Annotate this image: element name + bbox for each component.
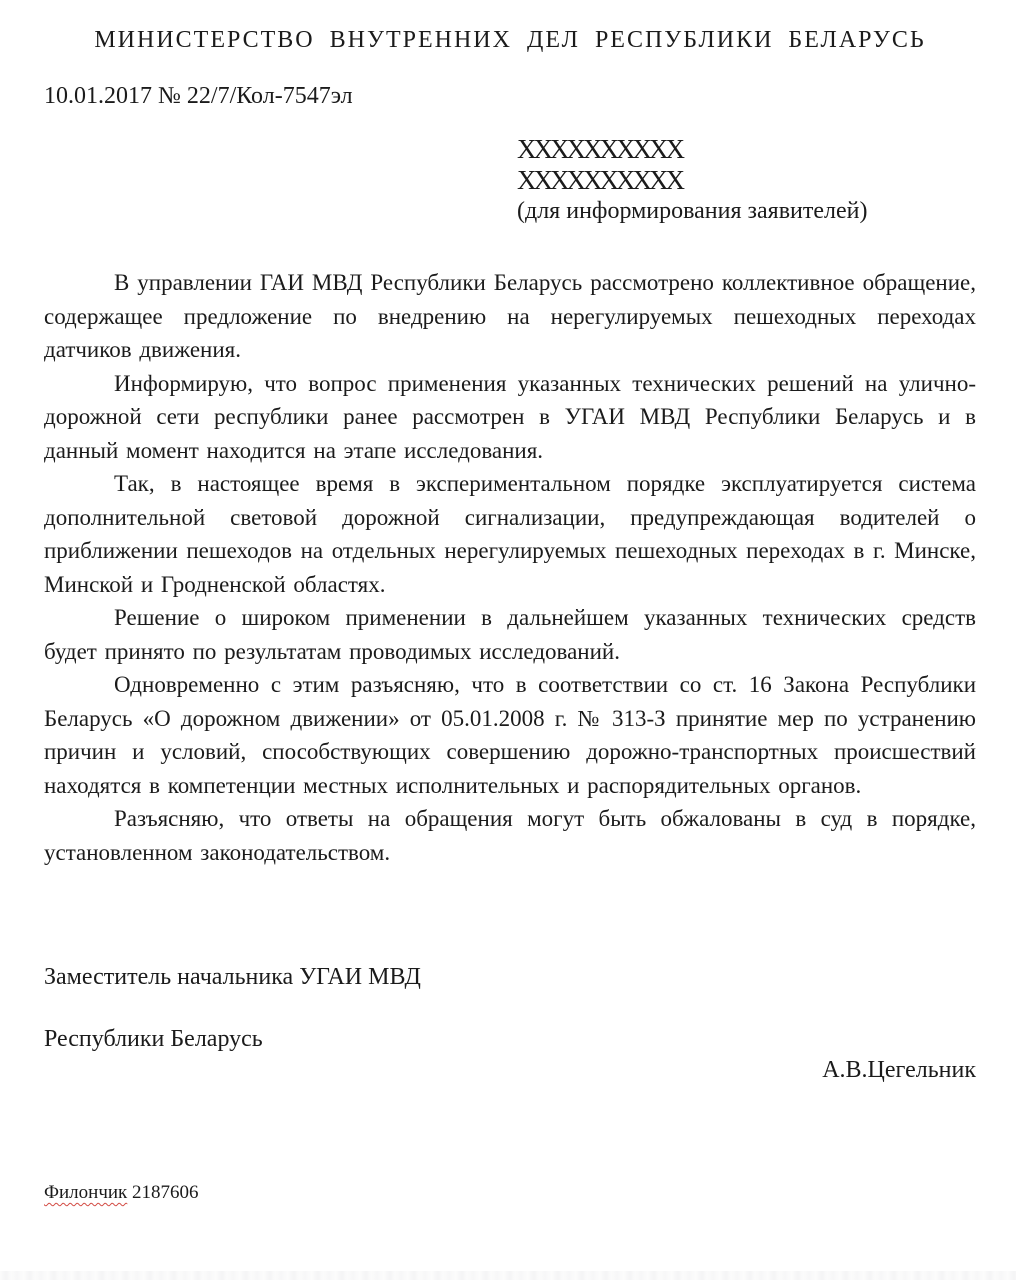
signature-block	[44, 931, 976, 1086]
addressee-note: (для информирования заявителей)	[517, 198, 868, 224]
scan-noise-strip	[0, 1271, 1016, 1280]
signer-position-line-2: Республики Беларусь	[44, 1026, 263, 1052]
addressee-block	[517, 134, 976, 226]
body-paragraph: Информирую, что вопрос применения указанных технических решений на улично-дорожной сети республики ранее рассмотрен в УГАИ МВД Республики Беларусь и в данный момент находится на этапе исследования.	[44, 370, 976, 463]
executor-name: Филончик	[44, 1182, 128, 1203]
reference-number-line: 10.01.2017 № 22/7/Кол-7547эл	[44, 83, 353, 109]
letter-body	[44, 266, 976, 869]
signer-position	[44, 931, 421, 1086]
body-paragraph: Решение о широком применении в дальнейшем указанных технических средств будет принято по результатам проводимых исследований.	[44, 605, 976, 664]
addressee-masked-line-2: ХХХХХХХХХХ	[517, 165, 682, 195]
signer-position-line-1: Заместитель начальника УГАИ МВД	[44, 964, 421, 990]
body-paragraph: В управлении ГАИ МВД Республики Беларусь рассмотрено коллективное обращение, содержащее предложение по внедрению на нерегулируемых пешеходных переходах датчиков движения.	[44, 270, 976, 362]
signer-name: А.В.Цегельник	[822, 1057, 976, 1083]
addressee-masked-line-1: ХХХХХХХХХХ	[517, 134, 682, 164]
document-header-title: МИНИСТЕРСТВО ВНУТРЕННИХ ДЕЛ РЕСПУБЛИКИ БЕЛАРУСЬ	[94, 27, 926, 53]
body-paragraph: Так, в настоящее время в экспериментальном порядке эксплуатируется система дополнительной световой дорожной сигнализации, предупреждающая водителей о приближении пешеходов на отдельных нерегулируемых пешеходных переходах в г. Минске, Минской и Гродненской областях.	[44, 471, 976, 597]
executor-line	[44, 1180, 976, 1206]
body-paragraph: Одновременно с этим разъясняю, что в соответствии со ст. 16 Закона Республики Беларусь «О дорожном движении» от 05.01.2008 г. № 313-З принятие мер по устранению причин и условий, способствующих совершению дорожно-транспортных происшествий находятся в компетенции местных исполнительных и распорядительных органов.	[44, 672, 976, 798]
body-paragraph: Разъясняю, что ответы на обращения могут быть обжалованы в суд в порядке, установленном законодательством.	[44, 806, 976, 865]
executor-phone: 2187606	[132, 1182, 199, 1203]
